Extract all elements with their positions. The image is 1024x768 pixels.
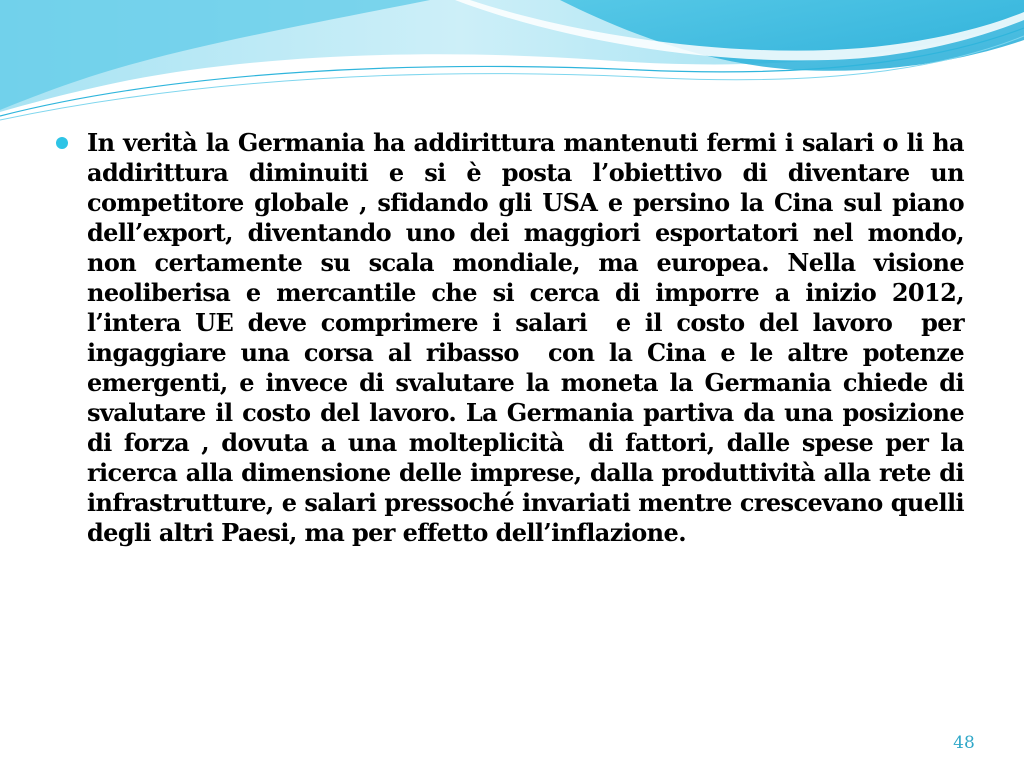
page-number: 48: [953, 733, 975, 753]
content-area: [56, 128, 972, 548]
bullet-icon: [56, 137, 68, 149]
bullet-item: [56, 128, 972, 548]
body-paragraph: In verità la Germania ha addirittura mantenuti fermi i salari o li ha addirittura diminuiti e si è posta l’obiettivo di diventare un competitore globale , sfidando gli USA e persino la Cina sul piano dell’export, diventando uno dei maggiori esportatori nel mondo, non certamente su scala mondiale, ma europea. Nella visione neoliberisa e mercantile che si cerca di imporre a inizio 2012, l’intera UE deve comprimere i salari e il costo del lavoro per ingaggiare una corsa al ribasso con la Cina e le altre potenze emergenti, e invece di svalutare la moneta la Germania chiede di svalutare il costo del lavoro. La Germania partiva da una posizione di forza , dovuta a una molteplicità di fattori, dalle spese per la ricerca alla dimensione delle imprese, dalla produttività alla rete di infrastrutture, e salari pressoché invariati mentre crescevano quelli degli altri Paesi, ma per effetto dell’inflazione.: [87, 128, 972, 547]
header-wave-decoration: [0, 0, 1024, 130]
